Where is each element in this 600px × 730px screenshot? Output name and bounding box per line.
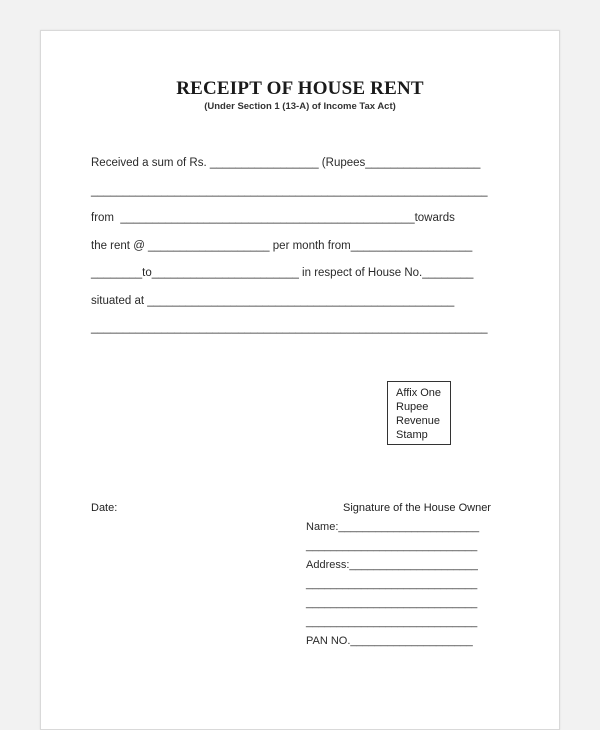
owner-blank-line: ____________________________ — [306, 578, 478, 590]
receipt-title: RECEIPT OF HOUSE RENT — [176, 78, 424, 99]
owner-pan-line: PAN NO.____________________ — [306, 635, 473, 647]
body-line-rupees-continued: ______________________________________________________________ — [91, 185, 488, 197]
body-line-address-continued: ______________________________________________________________ — [91, 322, 488, 334]
signature-title: Signature of the House Owner — [343, 502, 491, 514]
owner-blank-line: ____________________________ — [306, 597, 478, 609]
body-line-rent: the rent @ ___________________ per month from___________________ — [91, 240, 473, 252]
owner-address-line: Address:_____________________ — [306, 559, 478, 571]
date-label: Date: — [91, 502, 118, 514]
body-line-situated: situated at ________________________________________________ — [91, 295, 455, 307]
revenue-stamp-box — [387, 381, 451, 445]
document-page — [40, 30, 560, 730]
stamp-line: Stamp — [396, 429, 428, 441]
body-line-period-house: ________to_______________________ in respect of House No.________ — [91, 267, 474, 279]
stamp-line: Affix One — [396, 387, 442, 399]
owner-blank-line: ____________________________ — [306, 540, 478, 552]
body-line-received: Received a sum of Rs. _________________ (Rupees__________________ — [91, 157, 481, 169]
receipt-subtitle: (Under Section 1 (13-A) of Income Tax Act) — [204, 101, 396, 112]
owner-name-line: Name:_______________________ — [306, 521, 480, 533]
body-line-from: from ______________________________________________towards — [91, 212, 455, 224]
stamp-line: Rupee — [396, 401, 429, 413]
stamp-line: Revenue — [396, 415, 441, 427]
owner-blank-line: ____________________________ — [306, 616, 478, 628]
